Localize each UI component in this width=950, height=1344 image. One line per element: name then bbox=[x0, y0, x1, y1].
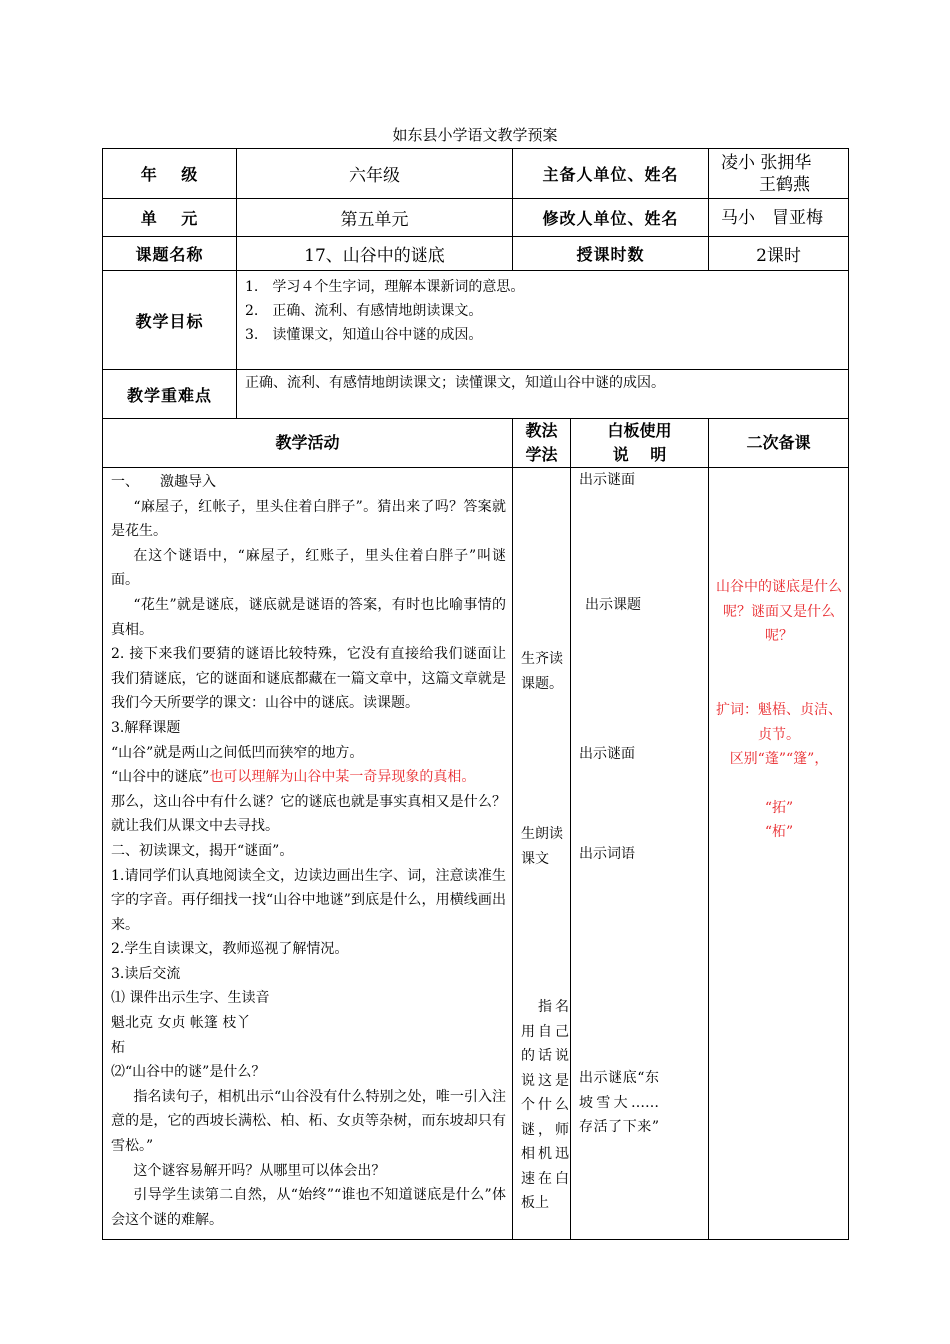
activity-paragraph: ⑴ 课件出示生字、生读音 bbox=[111, 990, 270, 1007]
second-prep-note: 山谷中的谜底是什么呢？谜面又是什么呢？ bbox=[716, 579, 843, 644]
activity-paragraph: 魁北克 女贞 帐篷 枝丫 bbox=[111, 1015, 251, 1032]
activity-paragraph: 那么，这山谷中有什么谜？它的谜底也就是事实真相又是什么？就让我们从课文中去寻找。 bbox=[111, 793, 506, 835]
preparer-value bbox=[709, 149, 849, 199]
activity-paragraph: ⑵“山谷中的谜”是什么？ bbox=[111, 1064, 266, 1081]
row-unit bbox=[103, 199, 849, 237]
whiteboard-note: 出示谜面 bbox=[579, 746, 635, 762]
row-grade bbox=[103, 149, 849, 199]
activity-paragraph: 指名读句子，相机出示“山谷没有什么特别之处，唯一引入注意的是，它的西坡长满松、柏、柘、女贞等杂树，而东坡却只有雪松。” bbox=[111, 1088, 506, 1155]
whiteboard-cell bbox=[571, 468, 709, 1240]
activity-paragraph bbox=[111, 765, 506, 790]
preparer-value-line1: 凌小 张拥华 bbox=[721, 152, 812, 173]
activity-paragraph: 二、初读课文，揭开“谜面”。 bbox=[111, 842, 294, 859]
second-prep-note: “拓” bbox=[764, 800, 794, 816]
activity-paragraph: 引导学生读第二自然，从“始终”“谁也不知道谜底是什么”体会这个谜的难解。 bbox=[111, 1187, 506, 1228]
activity-paragraph: 这个谜容易解开吗？从哪里可以体会出？ bbox=[133, 1162, 386, 1179]
grade-label: 年 级 bbox=[103, 149, 237, 199]
activity-paragraph: “花生”就是谜底，谜底就是谜语的答案，有时也比喻事情的真相。 bbox=[111, 596, 506, 638]
row-difficulty bbox=[103, 370, 849, 419]
whiteboard-note: 出示课题 bbox=[585, 597, 641, 613]
header-second-prep: 二次备课 bbox=[709, 419, 849, 468]
goal-item: 2. 正确、流利、有感情地朗读课文。 bbox=[245, 303, 483, 319]
header-whiteboard-line2: 说 明 bbox=[612, 445, 667, 464]
header-activity: 教学活动 bbox=[103, 419, 513, 468]
activity-cell bbox=[103, 468, 513, 1240]
activity-paragraph: 3.读后交流 bbox=[111, 965, 181, 982]
activity-text: “山谷中的谜底” bbox=[111, 769, 210, 786]
whiteboard-note: 出示谜底“东坡雪大……存活了下来” bbox=[579, 1070, 659, 1135]
activity-paragraph: “山谷”就是两山之间低凹而狭窄的地方。 bbox=[111, 744, 364, 761]
difficulty-label: 教学重难点 bbox=[103, 370, 237, 419]
header-whiteboard bbox=[571, 419, 709, 468]
method-cell bbox=[513, 468, 571, 1240]
activity-paragraph: 在这个谜语中，“麻屋子，红账子，里头住着白胖子”叫谜面。 bbox=[111, 547, 506, 589]
row-goals bbox=[103, 271, 849, 370]
goals-label: 教学目标 bbox=[103, 271, 237, 370]
unit-label: 单 元 bbox=[103, 199, 237, 237]
lesson-value: 17、山谷中的谜底 bbox=[237, 237, 513, 271]
activity-paragraph: 3.解释课题 bbox=[111, 719, 181, 736]
second-prep-note: “柘” bbox=[764, 824, 794, 840]
second-prep-note: 区别“蓬”“篷”， bbox=[729, 751, 829, 767]
whiteboard-note: 出示词语 bbox=[579, 846, 635, 862]
method-note: 生齐读课题。 bbox=[521, 651, 563, 692]
second-prep-cell bbox=[709, 468, 849, 1240]
method-note: 生朗读课文 bbox=[521, 826, 563, 867]
row-content bbox=[103, 468, 849, 1240]
goal-item: 3. 读懂课文，知道山谷中谜的成因。 bbox=[245, 327, 483, 343]
lesson-label: 课题名称 bbox=[103, 237, 237, 271]
row-column-headers bbox=[103, 419, 849, 468]
row-lesson bbox=[103, 237, 849, 271]
reviser-label: 修改人单位、姓名 bbox=[513, 199, 709, 237]
preparer-label: 主备人单位、姓名 bbox=[513, 149, 709, 199]
method-note: 指名用自己的话说说这是个什么谜，师相机迅速在白板上 bbox=[521, 999, 569, 1211]
hours-label: 授课时数 bbox=[513, 237, 709, 271]
activity-paragraph: “麻屋子，红帐子，里头住着白胖子”。猜出来了吗？答案就是花生。 bbox=[111, 498, 506, 540]
header-method-line1: 教法 bbox=[525, 421, 558, 440]
lesson-plan-table bbox=[102, 148, 849, 1240]
grade-value: 六年级 bbox=[237, 149, 513, 199]
goal-item: 1. 学习４个生字词，理解本课新词的意思。 bbox=[245, 279, 525, 295]
activity-highlight-text: 也可以理解为山谷中某一奇异现象的真相。 bbox=[209, 769, 476, 786]
goals-list bbox=[237, 271, 849, 370]
page-title: 如东县小学语文教学预案 bbox=[392, 126, 558, 144]
activity-paragraph: 柘 bbox=[111, 1039, 125, 1056]
header-method-line2: 学法 bbox=[525, 445, 558, 464]
header-method bbox=[513, 419, 571, 468]
difficulty-value: 正确、流利、有感情地朗读课文；读懂课文，知道山谷中谜的成因。 bbox=[237, 370, 849, 419]
activity-paragraph: 1.请同学们认真地阅读全文，边读边画出生字、词，注意读准生字的字音。再仔细找一找“山谷中地谜”到底是什么，用横线画出来。 bbox=[111, 867, 506, 933]
whiteboard-note: 出示谜面 bbox=[579, 472, 635, 488]
header-whiteboard-line1: 白板使用 bbox=[607, 421, 672, 440]
hours-value: 2课时 bbox=[709, 237, 849, 271]
preparer-value-line2: 王鹤燕 bbox=[759, 174, 811, 195]
second-prep-note: 扩词：魁梧、贞洁、贞节。 bbox=[716, 702, 843, 743]
activity-paragraph: 2. 接下来我们要猜的谜语比较特殊，它没有直接给我们谜面让我们猜谜底，它的谜面和谜底都藏在一篇文章中，这篇文章就是我们今天所要学的课文：山谷中的谜底。读课题。 bbox=[111, 646, 506, 712]
reviser-value: 马小 冒亚梅 bbox=[709, 199, 849, 237]
unit-value: 第五单元 bbox=[237, 199, 513, 237]
activity-paragraph: 一、 激趣导入 bbox=[111, 474, 216, 490]
activity-paragraph: 2.学生自读课文，教师巡视了解情况。 bbox=[111, 941, 349, 958]
